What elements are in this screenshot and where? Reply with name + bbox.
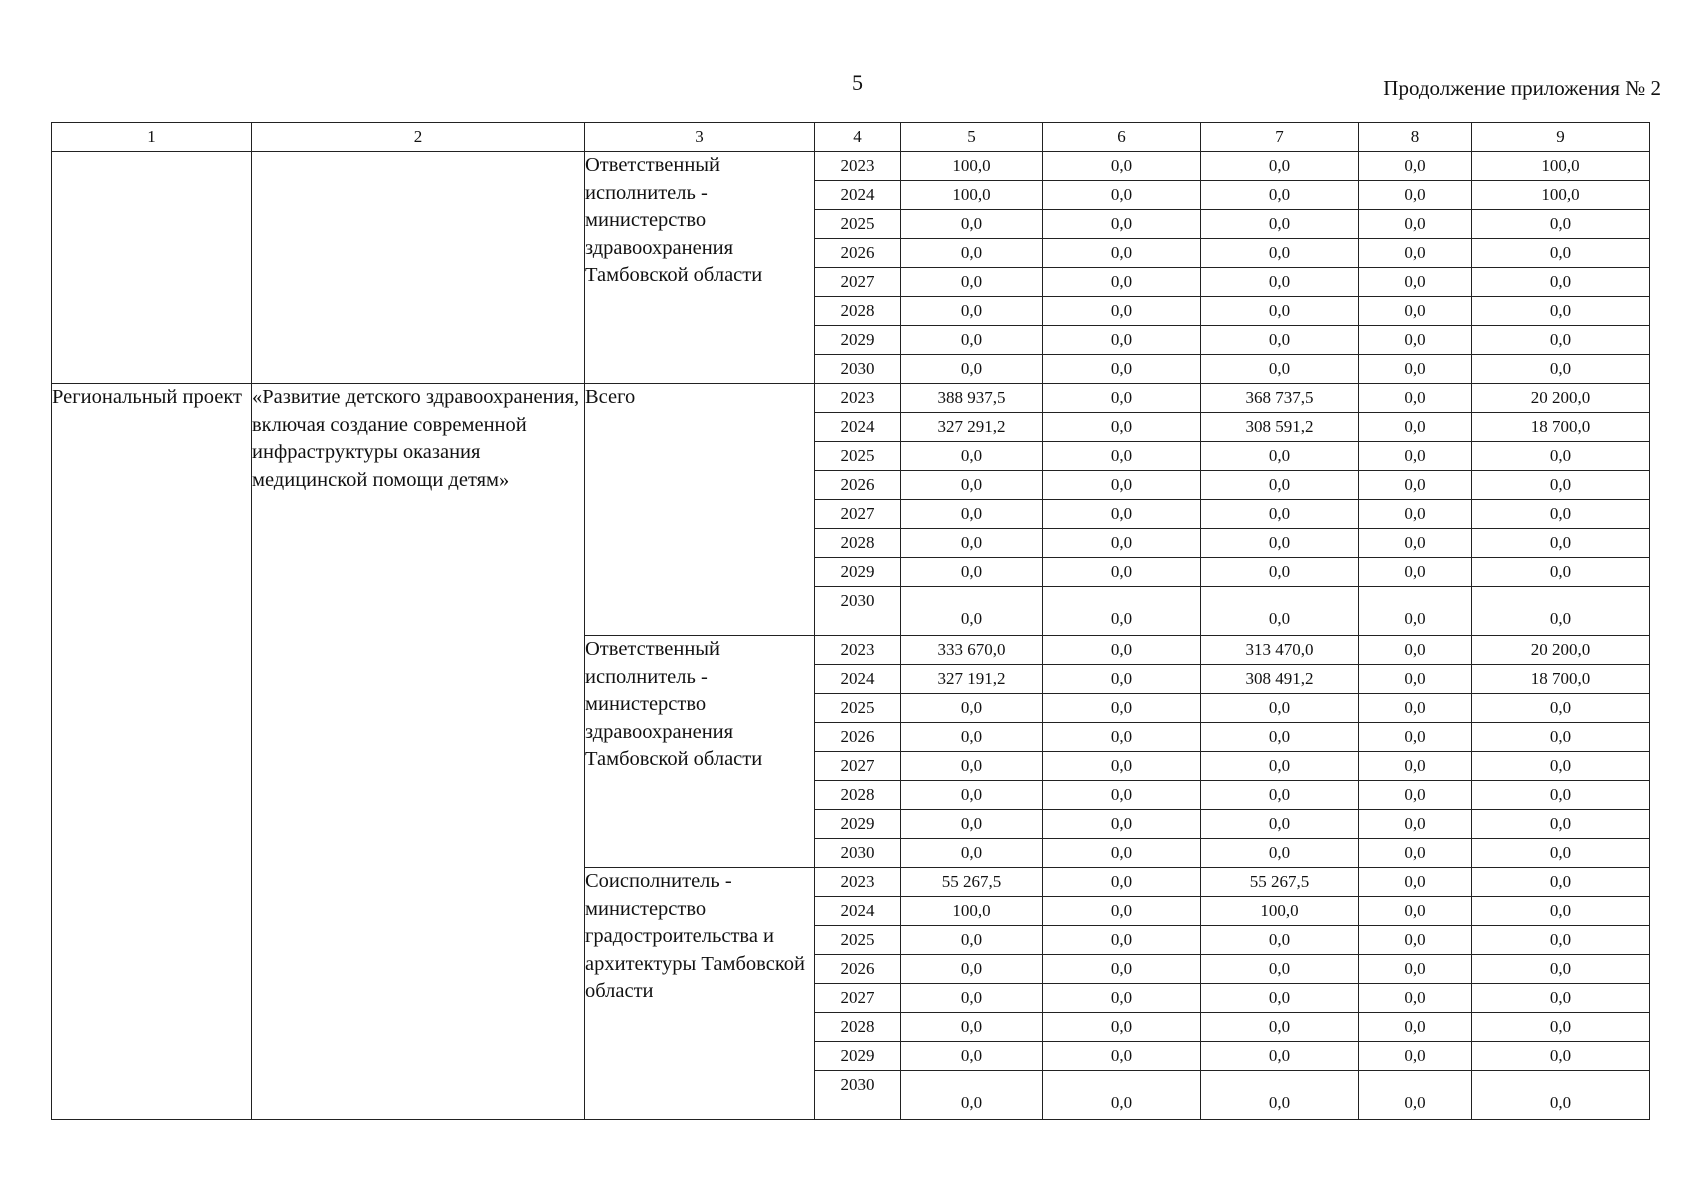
amount-cell-8: 0,0 bbox=[1359, 355, 1472, 384]
amount-cell-5: 0,0 bbox=[901, 355, 1043, 384]
amount-cell-9: 0,0 bbox=[1472, 868, 1650, 897]
amount-cell-9: 100,0 bbox=[1472, 152, 1650, 181]
amount-cell-7: 0,0 bbox=[1201, 1013, 1359, 1042]
year-cell: 2025 bbox=[815, 210, 901, 239]
amount-cell-5: 0,0 bbox=[901, 500, 1043, 529]
amount-cell-7: 55 267,5 bbox=[1201, 868, 1359, 897]
budget-table bbox=[51, 122, 1650, 1120]
amount-cell-5: 0,0 bbox=[901, 694, 1043, 723]
amount-cell-8: 0,0 bbox=[1359, 781, 1472, 810]
column-header: 5 bbox=[901, 123, 1043, 152]
amount-cell-7: 0,0 bbox=[1201, 810, 1359, 839]
amount-cell-5: 0,0 bbox=[901, 723, 1043, 752]
year-cell: 2024 bbox=[815, 897, 901, 926]
amount-cell-9: 20 200,0 bbox=[1472, 636, 1650, 665]
amount-cell-8: 0,0 bbox=[1359, 268, 1472, 297]
amount-cell-7: 313 470,0 bbox=[1201, 636, 1359, 665]
amount-cell-5: 0,0 bbox=[901, 839, 1043, 868]
amount-cell-7: 0,0 bbox=[1201, 326, 1359, 355]
year-cell: 2029 bbox=[815, 810, 901, 839]
amount-cell-7: 0,0 bbox=[1201, 694, 1359, 723]
year-cell: 2023 bbox=[815, 636, 901, 665]
year-cell: 2028 bbox=[815, 1013, 901, 1042]
amount-cell-8: 0,0 bbox=[1359, 529, 1472, 558]
amount-cell-9: 0,0 bbox=[1472, 781, 1650, 810]
amount-cell-7: 0,0 bbox=[1201, 955, 1359, 984]
amount-cell-7: 0,0 bbox=[1201, 239, 1359, 268]
amount-cell-8: 0,0 bbox=[1359, 752, 1472, 781]
year-cell: 2027 bbox=[815, 500, 901, 529]
amount-cell-9: 0,0 bbox=[1472, 529, 1650, 558]
amount-cell-5: 327 191,2 bbox=[901, 665, 1043, 694]
amount-cell-7: 308 591,2 bbox=[1201, 413, 1359, 442]
page-number: 5 bbox=[852, 70, 863, 95]
amount-cell-6: 0,0 bbox=[1043, 500, 1201, 529]
amount-cell-8: 0,0 bbox=[1359, 500, 1472, 529]
amount-cell-8: 0,0 bbox=[1359, 413, 1472, 442]
amount-cell-6: 0,0 bbox=[1043, 694, 1201, 723]
amount-cell-5: 0,0 bbox=[901, 810, 1043, 839]
column-number-row bbox=[52, 123, 1650, 152]
appendix-continuation-label: Продолжение приложения № 2 bbox=[1383, 76, 1661, 100]
amount-cell-9: 0,0 bbox=[1472, 355, 1650, 384]
amount-cell-5: 0,0 bbox=[901, 210, 1043, 239]
amount-cell-5: 0,0 bbox=[901, 558, 1043, 587]
amount-cell-6: 0,0 bbox=[1043, 636, 1201, 665]
amount-cell-5: 0,0 bbox=[901, 297, 1043, 326]
amount-cell-6: 0,0 bbox=[1043, 326, 1201, 355]
amount-cell-7: 0,0 bbox=[1201, 839, 1359, 868]
amount-cell-8: 0,0 bbox=[1359, 665, 1472, 694]
amount-cell-5: 0,0 bbox=[901, 587, 1043, 636]
amount-cell-8: 0,0 bbox=[1359, 384, 1472, 413]
amount-cell-5: 0,0 bbox=[901, 442, 1043, 471]
year-cell: 2024 bbox=[815, 413, 901, 442]
amount-cell-7: 0,0 bbox=[1201, 529, 1359, 558]
amount-cell-6: 0,0 bbox=[1043, 558, 1201, 587]
amount-cell-8: 0,0 bbox=[1359, 587, 1472, 636]
amount-cell-9: 0,0 bbox=[1472, 752, 1650, 781]
amount-cell-9: 0,0 bbox=[1472, 1042, 1650, 1071]
amount-cell-9: 0,0 bbox=[1472, 500, 1650, 529]
amount-cell-6: 0,0 bbox=[1043, 442, 1201, 471]
year-cell: 2027 bbox=[815, 984, 901, 1013]
amount-cell-7: 0,0 bbox=[1201, 926, 1359, 955]
amount-cell-6: 0,0 bbox=[1043, 984, 1201, 1013]
amount-cell-6: 0,0 bbox=[1043, 1071, 1201, 1120]
amount-cell-6: 0,0 bbox=[1043, 781, 1201, 810]
amount-cell-7: 0,0 bbox=[1201, 471, 1359, 500]
amount-cell-6: 0,0 bbox=[1043, 413, 1201, 442]
column-header: 1 bbox=[52, 123, 252, 152]
amount-cell-6: 0,0 bbox=[1043, 355, 1201, 384]
amount-cell-6: 0,0 bbox=[1043, 723, 1201, 752]
year-cell: 2026 bbox=[815, 471, 901, 500]
amount-cell-8: 0,0 bbox=[1359, 326, 1472, 355]
year-cell: 2029 bbox=[815, 326, 901, 355]
amount-cell-9: 0,0 bbox=[1472, 926, 1650, 955]
year-cell: 2024 bbox=[815, 665, 901, 694]
column-header: 2 bbox=[252, 123, 585, 152]
amount-cell-9: 18 700,0 bbox=[1472, 665, 1650, 694]
amount-cell-7: 0,0 bbox=[1201, 297, 1359, 326]
column-header: 6 bbox=[1043, 123, 1201, 152]
year-cell: 2026 bbox=[815, 955, 901, 984]
year-cell: 2030 bbox=[815, 587, 901, 636]
year-cell: 2024 bbox=[815, 181, 901, 210]
amount-cell-6: 0,0 bbox=[1043, 897, 1201, 926]
amount-cell-9: 0,0 bbox=[1472, 839, 1650, 868]
amount-cell-8: 0,0 bbox=[1359, 694, 1472, 723]
amount-cell-8: 0,0 bbox=[1359, 297, 1472, 326]
amount-cell-9: 0,0 bbox=[1472, 471, 1650, 500]
amount-cell-5: 0,0 bbox=[901, 326, 1043, 355]
year-cell: 2026 bbox=[815, 723, 901, 752]
amount-cell-5: 333 670,0 bbox=[901, 636, 1043, 665]
amount-cell-5: 0,0 bbox=[901, 926, 1043, 955]
amount-cell-8: 0,0 bbox=[1359, 810, 1472, 839]
amount-cell-5: 0,0 bbox=[901, 1071, 1043, 1120]
amount-cell-9: 0,0 bbox=[1472, 810, 1650, 839]
amount-cell-7: 308 491,2 bbox=[1201, 665, 1359, 694]
section-type-cell: Региональный проект bbox=[52, 384, 252, 1120]
amount-cell-9: 0,0 bbox=[1472, 723, 1650, 752]
amount-cell-5: 0,0 bbox=[901, 239, 1043, 268]
amount-cell-6: 0,0 bbox=[1043, 1042, 1201, 1071]
year-cell: 2029 bbox=[815, 1042, 901, 1071]
amount-cell-9: 0,0 bbox=[1472, 239, 1650, 268]
amount-cell-8: 0,0 bbox=[1359, 558, 1472, 587]
amount-cell-5: 100,0 bbox=[901, 897, 1043, 926]
amount-cell-7: 0,0 bbox=[1201, 587, 1359, 636]
amount-cell-6: 0,0 bbox=[1043, 181, 1201, 210]
section-type-cell bbox=[52, 152, 252, 384]
amount-cell-7: 0,0 bbox=[1201, 1042, 1359, 1071]
amount-cell-9: 0,0 bbox=[1472, 268, 1650, 297]
amount-cell-6: 0,0 bbox=[1043, 926, 1201, 955]
amount-cell-6: 0,0 bbox=[1043, 471, 1201, 500]
amount-cell-7: 0,0 bbox=[1201, 268, 1359, 297]
column-header: 9 bbox=[1472, 123, 1650, 152]
amount-cell-9: 0,0 bbox=[1472, 297, 1650, 326]
amount-cell-7: 100,0 bbox=[1201, 897, 1359, 926]
amount-cell-6: 0,0 bbox=[1043, 152, 1201, 181]
amount-cell-9: 18 700,0 bbox=[1472, 413, 1650, 442]
year-cell: 2023 bbox=[815, 384, 901, 413]
amount-cell-8: 0,0 bbox=[1359, 897, 1472, 926]
column-header: 8 bbox=[1359, 123, 1472, 152]
amount-cell-7: 0,0 bbox=[1201, 210, 1359, 239]
amount-cell-7: 0,0 bbox=[1201, 752, 1359, 781]
executor-cell: Ответственный исполнитель - министерство здравоохранения Тамбовской области bbox=[585, 152, 815, 384]
amount-cell-7: 0,0 bbox=[1201, 1071, 1359, 1120]
amount-cell-5: 0,0 bbox=[901, 268, 1043, 297]
amount-cell-9: 0,0 bbox=[1472, 955, 1650, 984]
amount-cell-9: 0,0 bbox=[1472, 558, 1650, 587]
amount-cell-8: 0,0 bbox=[1359, 984, 1472, 1013]
project-name-cell bbox=[252, 152, 585, 384]
amount-cell-5: 0,0 bbox=[901, 529, 1043, 558]
amount-cell-8: 0,0 bbox=[1359, 1013, 1472, 1042]
project-name-cell: «Развитие детского здравоохранения, включая создание современной инфраструктуры оказания медицинской помощи детям» bbox=[252, 384, 585, 1120]
amount-cell-7: 0,0 bbox=[1201, 500, 1359, 529]
amount-cell-8: 0,0 bbox=[1359, 723, 1472, 752]
year-cell: 2030 bbox=[815, 839, 901, 868]
year-cell: 2025 bbox=[815, 442, 901, 471]
amount-cell-5: 100,0 bbox=[901, 181, 1043, 210]
amount-cell-6: 0,0 bbox=[1043, 868, 1201, 897]
year-cell: 2025 bbox=[815, 694, 901, 723]
amount-cell-8: 0,0 bbox=[1359, 868, 1472, 897]
amount-cell-8: 0,0 bbox=[1359, 839, 1472, 868]
amount-cell-7: 0,0 bbox=[1201, 558, 1359, 587]
amount-cell-9: 0,0 bbox=[1472, 694, 1650, 723]
amount-cell-6: 0,0 bbox=[1043, 752, 1201, 781]
amount-cell-8: 0,0 bbox=[1359, 181, 1472, 210]
amount-cell-9: 0,0 bbox=[1472, 210, 1650, 239]
executor-cell: Соисполнитель - министерство градостроительства и архитектуры Тамбовской области bbox=[585, 868, 815, 1120]
table-row bbox=[52, 384, 1650, 413]
amount-cell-9: 0,0 bbox=[1472, 326, 1650, 355]
amount-cell-5: 0,0 bbox=[901, 984, 1043, 1013]
amount-cell-6: 0,0 bbox=[1043, 297, 1201, 326]
column-header: 4 bbox=[815, 123, 901, 152]
year-cell: 2028 bbox=[815, 781, 901, 810]
amount-cell-9: 20 200,0 bbox=[1472, 384, 1650, 413]
year-cell: 2030 bbox=[815, 355, 901, 384]
amount-cell-8: 0,0 bbox=[1359, 926, 1472, 955]
year-cell: 2023 bbox=[815, 152, 901, 181]
amount-cell-9: 0,0 bbox=[1472, 897, 1650, 926]
amount-cell-5: 0,0 bbox=[901, 1013, 1043, 1042]
executor-cell: Ответственный исполнитель - министерство здравоохранения Тамбовской области bbox=[585, 636, 815, 868]
amount-cell-9: 100,0 bbox=[1472, 181, 1650, 210]
amount-cell-6: 0,0 bbox=[1043, 268, 1201, 297]
amount-cell-8: 0,0 bbox=[1359, 442, 1472, 471]
amount-cell-9: 0,0 bbox=[1472, 587, 1650, 636]
amount-cell-5: 100,0 bbox=[901, 152, 1043, 181]
amount-cell-6: 0,0 bbox=[1043, 384, 1201, 413]
amount-cell-8: 0,0 bbox=[1359, 955, 1472, 984]
year-cell: 2028 bbox=[815, 529, 901, 558]
amount-cell-6: 0,0 bbox=[1043, 839, 1201, 868]
amount-cell-6: 0,0 bbox=[1043, 665, 1201, 694]
year-cell: 2028 bbox=[815, 297, 901, 326]
amount-cell-6: 0,0 bbox=[1043, 210, 1201, 239]
year-cell: 2023 bbox=[815, 868, 901, 897]
amount-cell-5: 55 267,5 bbox=[901, 868, 1043, 897]
amount-cell-9: 0,0 bbox=[1472, 1013, 1650, 1042]
column-header: 3 bbox=[585, 123, 815, 152]
amount-cell-5: 0,0 bbox=[901, 471, 1043, 500]
amount-cell-8: 0,0 bbox=[1359, 210, 1472, 239]
amount-cell-6: 0,0 bbox=[1043, 587, 1201, 636]
amount-cell-6: 0,0 bbox=[1043, 239, 1201, 268]
year-cell: 2029 bbox=[815, 558, 901, 587]
amount-cell-8: 0,0 bbox=[1359, 1071, 1472, 1120]
amount-cell-8: 0,0 bbox=[1359, 471, 1472, 500]
amount-cell-7: 0,0 bbox=[1201, 781, 1359, 810]
amount-cell-6: 0,0 bbox=[1043, 810, 1201, 839]
year-cell: 2026 bbox=[815, 239, 901, 268]
amount-cell-7: 0,0 bbox=[1201, 723, 1359, 752]
amount-cell-5: 327 291,2 bbox=[901, 413, 1043, 442]
amount-cell-5: 0,0 bbox=[901, 781, 1043, 810]
year-cell: 2027 bbox=[815, 268, 901, 297]
amount-cell-8: 0,0 bbox=[1359, 152, 1472, 181]
year-cell: 2030 bbox=[815, 1071, 901, 1120]
amount-cell-7: 0,0 bbox=[1201, 442, 1359, 471]
amount-cell-7: 0,0 bbox=[1201, 984, 1359, 1013]
executor-cell: Всего bbox=[585, 384, 815, 636]
amount-cell-7: 0,0 bbox=[1201, 355, 1359, 384]
amount-cell-6: 0,0 bbox=[1043, 1013, 1201, 1042]
amount-cell-7: 368 737,5 bbox=[1201, 384, 1359, 413]
column-header: 7 bbox=[1201, 123, 1359, 152]
amount-cell-7: 0,0 bbox=[1201, 181, 1359, 210]
amount-cell-5: 388 937,5 bbox=[901, 384, 1043, 413]
amount-cell-6: 0,0 bbox=[1043, 529, 1201, 558]
amount-cell-9: 0,0 bbox=[1472, 1071, 1650, 1120]
amount-cell-6: 0,0 bbox=[1043, 955, 1201, 984]
amount-cell-9: 0,0 bbox=[1472, 984, 1650, 1013]
year-cell: 2027 bbox=[815, 752, 901, 781]
amount-cell-5: 0,0 bbox=[901, 1042, 1043, 1071]
amount-cell-7: 0,0 bbox=[1201, 152, 1359, 181]
amount-cell-9: 0,0 bbox=[1472, 442, 1650, 471]
table-body bbox=[52, 152, 1650, 1120]
amount-cell-5: 0,0 bbox=[901, 752, 1043, 781]
amount-cell-8: 0,0 bbox=[1359, 1042, 1472, 1071]
year-cell: 2025 bbox=[815, 926, 901, 955]
amount-cell-8: 0,0 bbox=[1359, 636, 1472, 665]
amount-cell-5: 0,0 bbox=[901, 955, 1043, 984]
amount-cell-8: 0,0 bbox=[1359, 239, 1472, 268]
table-row bbox=[52, 152, 1650, 181]
